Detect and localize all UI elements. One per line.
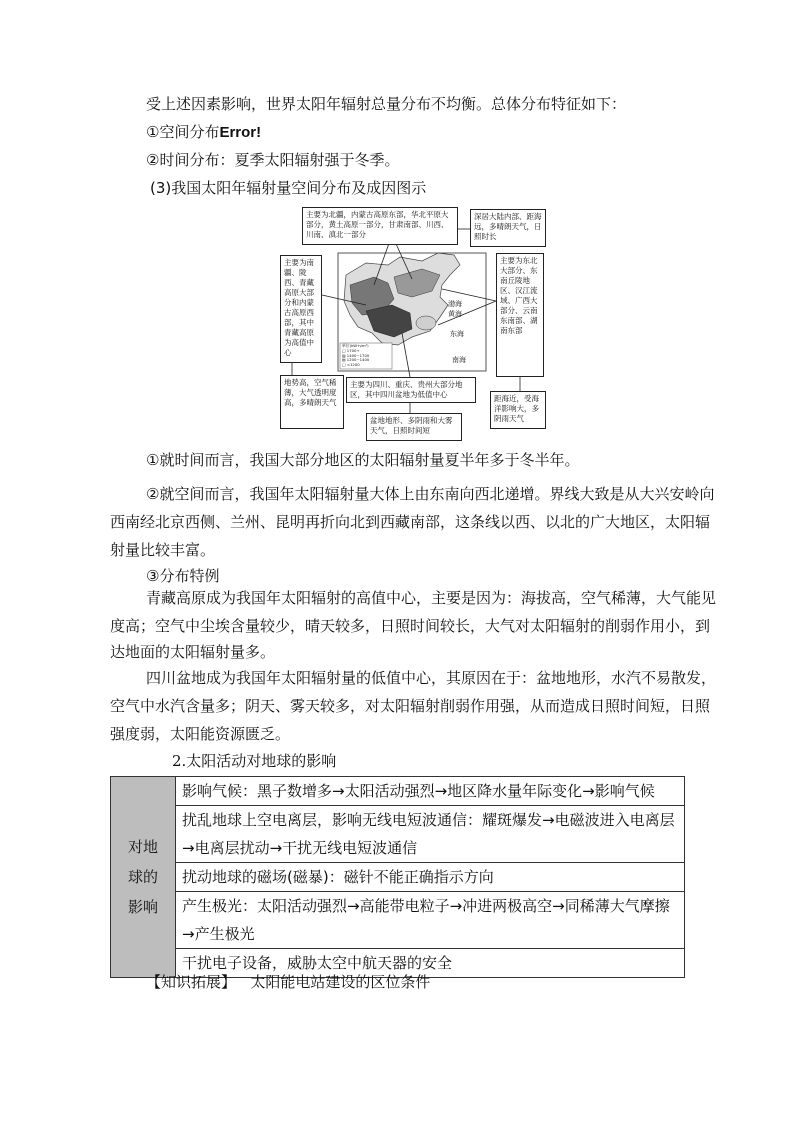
- label-donghai: 东海: [450, 330, 464, 338]
- impact-magnetic-field: 扰动地球的磁场(磁暴)：磁针不能正确指示方向: [176, 863, 685, 892]
- box-north-region: 主要为北疆，内蒙古高原东部，华北平原大部分，黄土高原一部分，甘肃南部、川西、川南、滇北一部分: [302, 207, 458, 245]
- label-bohai: 渤海: [448, 300, 462, 308]
- box-qinghai-tibet-reason: 地势高，空气稀薄，大气透明度高，多晴朗天气: [280, 375, 344, 429]
- box-southeast-region: 主要为东北大部分、东南丘陵地区、汉江流域、广西大部分、云南东南部、湖南东部: [496, 253, 544, 377]
- legend-item: □ 1700+: [342, 347, 360, 353]
- qinghai-tibet-line1: 青藏高原成为我国年太阳辐射的高值中心，主要是因为：海拔高，空气稀薄，大气能见: [146, 589, 717, 607]
- box-sichuan-reason: 盆地地形、多阴雨和大雾天气，日照时间短: [366, 413, 462, 441]
- qinghai-tibet-line2: 度高；空气中尘埃含量较少，晴天较多，日照时间较长，大气对太阳辐射的削弱作用小，到: [110, 617, 711, 635]
- table-row: [111, 777, 685, 806]
- sichuan-line3: 强度弱，太阳能资源匮乏。: [110, 725, 291, 743]
- china-radiation-map-diagram: [262, 205, 550, 443]
- extension-text: 太阳能电站建设的区位条件: [250, 973, 431, 991]
- heading-3: (3)我国太阳年辐射量空间分布及成因图示: [150, 179, 427, 197]
- extension-tag: 【知识拓展】: [146, 973, 237, 991]
- impact-aurora: 产生极光：太阳活动强烈→高能带电粒子→冲进两极高空→同稀薄大气摩擦→产生极光: [176, 892, 685, 949]
- map-legend: [342, 344, 392, 368]
- impact-climate: 影响气候：黑子数增多→太阳活动强烈→地区降水量年际变化→影响气候: [176, 777, 685, 806]
- space-prefix: ①空间分布: [146, 123, 220, 141]
- paragraph-space-line2: 西南经北京西侧、兰州、昆明再折向北到西藏南部，这条线以西、以北的广大地区，太阳辐: [110, 513, 711, 531]
- sichuan-line1: 四川盆地成为我国年太阳辐射量的低值中心，其原因在于：盆地地形，水汽不易散发，: [146, 669, 717, 687]
- impact-electronics: 干扰电子设备，威胁太空中航天器的安全: [176, 949, 685, 978]
- box-north-reason: 深居大陆内部、距海远，多晴朗天气，日照时长: [470, 209, 546, 247]
- sichuan-line2: 空气中水汽含量多；阴天、雾天较多，对太阳辐射削弱作用强，从而造成日照时间短，日照: [110, 697, 711, 715]
- knowledge-extension: [146, 968, 686, 996]
- paragraph-special-cases: ③分布特例: [146, 567, 220, 585]
- impact-ionosphere: 扰乱地球上空电离层，影响无线电短波通信：耀斑爆发→电磁波进入电离层→电离层扰动→干扰无线电短波通信: [176, 806, 685, 863]
- legend-item: ▨ 1400~1700: [342, 352, 370, 358]
- qinghai-tibet-line3: 达地面的太阳辐射量多。: [110, 643, 276, 661]
- paragraph-space-line1: ②就空间而言，我国年太阳辐射量大体上由东南向西北递增。界线大致是从大兴安岭向: [146, 485, 715, 503]
- label-huanghai: 黄海: [448, 310, 462, 318]
- error-text: Error!: [219, 124, 262, 141]
- space-distribution: [146, 118, 686, 147]
- box-southeast-reason: 距海近，受海洋影响大，多阴雨天气: [490, 391, 546, 429]
- row-header-line: 球的: [127, 868, 158, 886]
- row-header-line: 影响: [127, 898, 158, 916]
- paragraph-time: ①就时间而言，我国大部分地区的太阳辐射量夏半年多于冬半年。: [146, 451, 580, 469]
- box-qinghai-tibet-region: 主要为南疆、陇西、青藏高原大部分和内蒙古高原西部，其中青藏高原为高值中心: [280, 255, 322, 363]
- time-distribution: ②时间分布：夏季太阳辐射强于冬季。: [146, 151, 400, 169]
- section-2-heading: 2.太阳活动对地球的影响: [172, 752, 337, 770]
- legend-item: □ <1200: [342, 362, 360, 368]
- legend-title: 单位(kW·h/m²): [342, 343, 369, 348]
- table-row: [111, 892, 685, 949]
- row-header-line: 对地: [127, 838, 158, 856]
- solar-activity-impact-table: [110, 776, 685, 978]
- table-row: [111, 806, 685, 863]
- box-sichuan-region: 主要为四川、重庆、贵州大部分地区，其中四川盆地为低值中心: [346, 377, 476, 403]
- legend-item: ▤ 1200~1400: [342, 357, 370, 363]
- paragraph-space-line3: 射量比较丰富。: [110, 541, 216, 559]
- table-row: [111, 863, 685, 892]
- intro-paragraph: 受上述因素影响，世界太阳年辐射总量分布不均衡。总体分布特征如下：: [146, 95, 627, 113]
- row-header-cell: [111, 777, 176, 978]
- label-nanhai: 南海: [452, 356, 466, 364]
